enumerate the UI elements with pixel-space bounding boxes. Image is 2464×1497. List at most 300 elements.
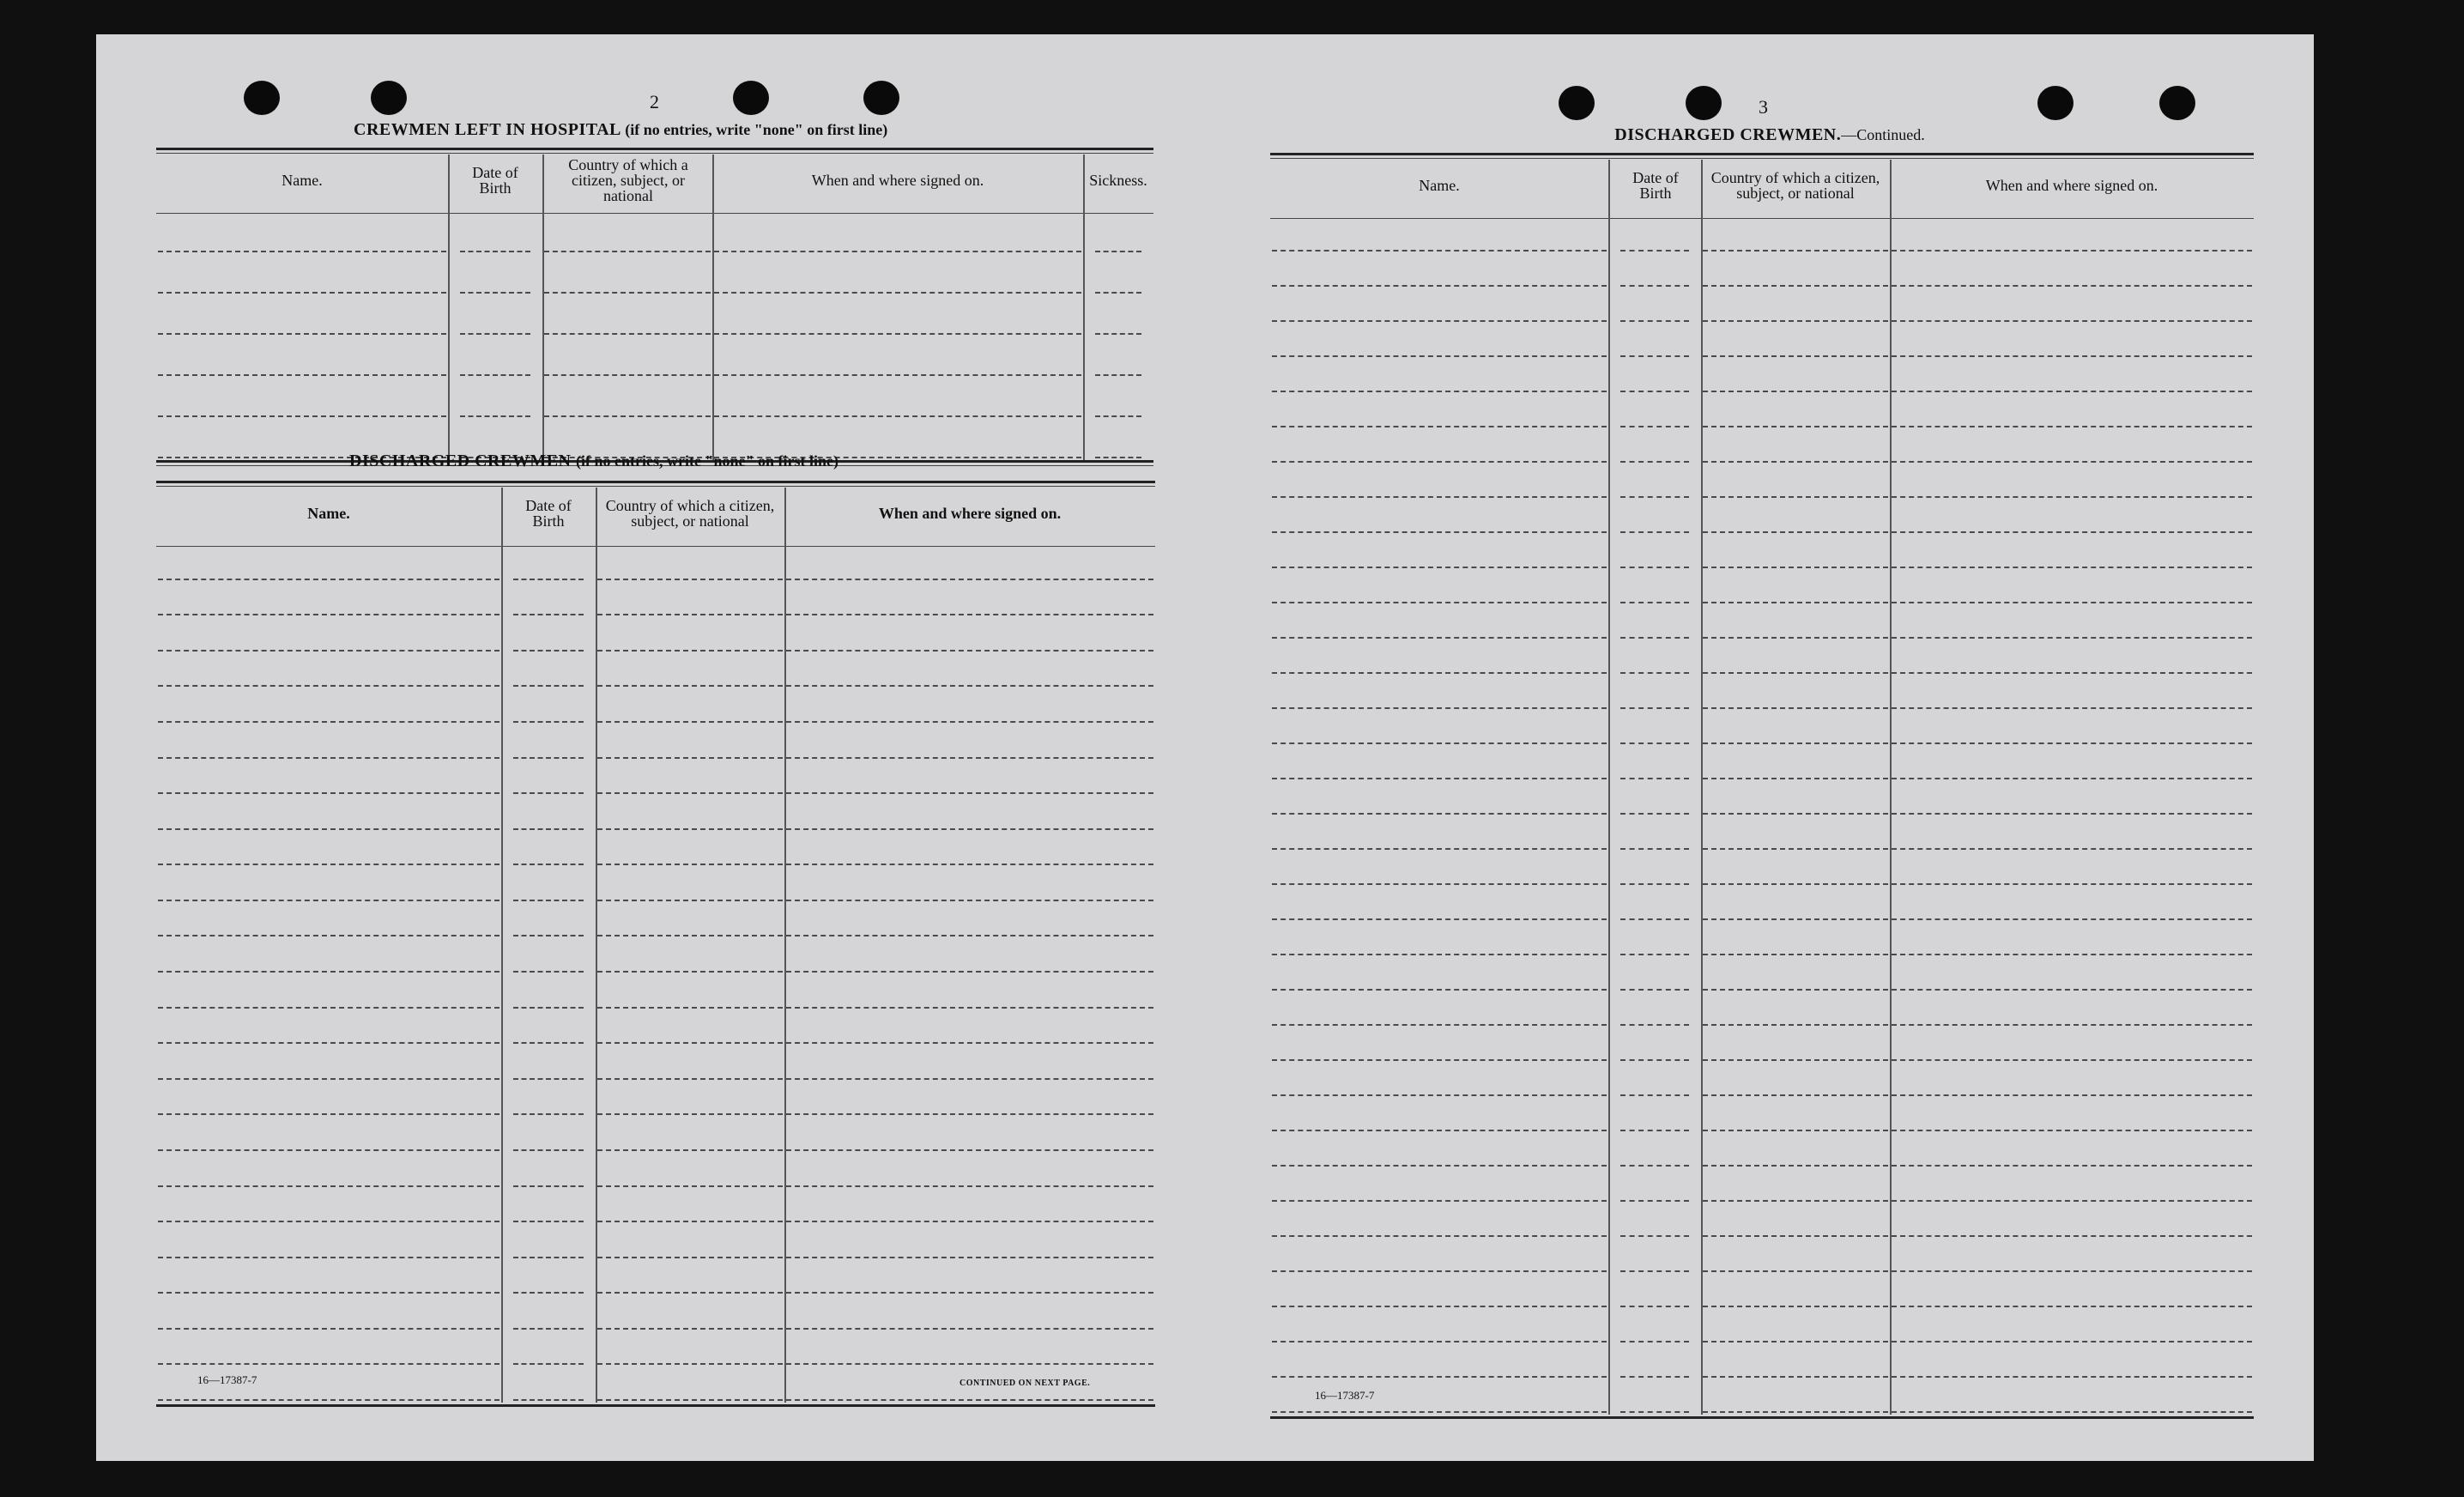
entry-line <box>158 1113 499 1115</box>
header-sickness: Sickness. <box>1089 172 1147 189</box>
entry-line <box>1620 1235 1689 1237</box>
column-divider <box>501 488 503 1403</box>
entry-line <box>1892 250 2252 252</box>
entry-line <box>513 1149 584 1151</box>
entry-line <box>1703 1270 1888 1272</box>
entry-line <box>786 935 1153 936</box>
entry-line <box>1620 1200 1689 1202</box>
entry-line <box>1892 1235 2252 1237</box>
table-bottom-rule <box>156 1404 1155 1407</box>
entry-line <box>460 374 530 376</box>
entry-line <box>1892 883 2252 885</box>
header-bottom-rule <box>156 213 1153 214</box>
page-number-right: 3 <box>1759 96 1768 118</box>
entry-line <box>1892 1306 2252 1307</box>
entry-line <box>158 415 446 417</box>
column-divider <box>448 155 450 460</box>
entry-line <box>1892 355 2252 357</box>
entry-line <box>1272 989 1607 991</box>
entry-line <box>544 333 711 335</box>
entry-line <box>544 374 711 376</box>
entry-line <box>597 650 783 652</box>
entry-line <box>158 792 499 794</box>
entry-line <box>513 1221 584 1222</box>
entry-line <box>1703 531 1888 533</box>
entry-line <box>1620 918 1689 920</box>
column-divider <box>1083 155 1085 460</box>
entry-line <box>1892 918 2252 920</box>
entry-line <box>1892 1341 2252 1342</box>
column-divider <box>784 488 786 1403</box>
entry-line <box>513 1113 584 1115</box>
entry-line <box>597 1363 783 1365</box>
entry-line <box>158 650 499 652</box>
entry-line <box>1620 531 1689 533</box>
entry-line <box>1892 1411 2252 1413</box>
entry-line <box>1892 672 2252 674</box>
discharged-title-note: (if no entries, write "none" on first line) <box>576 452 838 470</box>
entry-line <box>1892 1376 2252 1378</box>
table-bottom-rule <box>1270 1416 2254 1419</box>
entry-line <box>158 374 446 376</box>
entry-line <box>158 1257 499 1258</box>
entry-line <box>1703 1376 1888 1378</box>
entry-line <box>714 374 1081 376</box>
entry-line <box>1703 813 1888 815</box>
entry-line <box>1620 1059 1689 1061</box>
entry-line <box>1703 1306 1888 1307</box>
entry-line <box>1703 742 1888 744</box>
entry-line <box>1620 883 1689 885</box>
entry-line <box>1095 292 1141 294</box>
entry-line <box>1272 637 1607 639</box>
entry-line <box>1272 848 1607 850</box>
entry-line <box>1892 602 2252 603</box>
entry-line <box>1620 1024 1689 1026</box>
entry-line <box>1703 1165 1888 1167</box>
entry-line <box>1620 954 1689 955</box>
entry-line <box>1620 778 1689 779</box>
entry-line <box>513 935 584 936</box>
entry-line <box>597 971 783 973</box>
entry-line <box>1620 285 1689 287</box>
entry-line <box>786 1007 1153 1009</box>
entry-line <box>714 251 1081 252</box>
entry-line <box>1703 320 1888 322</box>
column-divider <box>596 488 597 1403</box>
page-number-left: 2 <box>650 91 659 112</box>
entry-line <box>786 757 1153 759</box>
entry-line <box>1620 1341 1689 1342</box>
discharged-continued-title <box>1555 125 1984 145</box>
entry-line <box>1620 1130 1689 1131</box>
entry-line <box>1272 355 1607 357</box>
entry-line <box>1272 391 1607 392</box>
entry-line <box>1892 1094 2252 1096</box>
entry-line <box>786 650 1153 652</box>
entry-line <box>513 721 584 723</box>
entry-line <box>513 1042 584 1044</box>
entry-line <box>158 1221 499 1222</box>
entry-line <box>1703 250 1888 252</box>
entry-line <box>1892 285 2252 287</box>
entry-line <box>513 1363 584 1365</box>
entry-line <box>1620 1411 1689 1413</box>
entry-line <box>1892 461 2252 463</box>
entry-line <box>1272 496 1607 498</box>
entry-line <box>786 685 1153 687</box>
entry-line <box>714 415 1081 417</box>
entry-line <box>1620 1094 1689 1096</box>
entry-line <box>786 1363 1153 1365</box>
entry-line <box>1703 1200 1888 1202</box>
entry-line <box>1892 1024 2252 1026</box>
entry-line <box>1703 426 1888 427</box>
header-bottom-rule <box>1270 218 2254 219</box>
column-divider <box>712 155 714 460</box>
hospital-title-note: (if no entries, write "none" on first line) <box>625 121 888 138</box>
entry-line <box>1703 1094 1888 1096</box>
entry-line <box>1892 320 2252 322</box>
header-country: Country of which a citizen, subject, or national <box>1710 169 1880 202</box>
entry-line <box>460 333 530 335</box>
entry-line <box>1620 1270 1689 1272</box>
entry-line <box>1892 989 2252 991</box>
entry-line <box>1272 531 1607 533</box>
entry-line <box>1703 1024 1888 1026</box>
entry-line <box>158 971 499 973</box>
entry-line <box>786 1328 1153 1330</box>
entry-line <box>158 935 499 936</box>
entry-line <box>786 1185 1153 1187</box>
hospital-section-title <box>354 120 888 140</box>
entry-line <box>1703 989 1888 991</box>
header-name: Name. <box>307 505 350 522</box>
entry-line <box>597 864 783 865</box>
discharged-table <box>156 481 1155 1409</box>
entry-line <box>158 828 499 830</box>
entry-line <box>1703 848 1888 850</box>
entry-line <box>1272 320 1607 322</box>
entry-line <box>1892 1130 2252 1131</box>
entry-line <box>1620 1306 1689 1307</box>
entry-line <box>1703 567 1888 568</box>
entry-line <box>513 579 584 580</box>
entry-line <box>158 864 499 865</box>
entry-line <box>1620 496 1689 498</box>
entry-line <box>597 614 783 615</box>
entry-line <box>1095 251 1141 252</box>
entry-line <box>158 757 499 759</box>
entry-line <box>158 721 499 723</box>
header-date-of-birth: Date of Birth <box>1632 169 1679 202</box>
punch-hole <box>2159 86 2195 120</box>
entry-line <box>1892 496 2252 498</box>
entry-line <box>1620 813 1689 815</box>
entry-line <box>786 1292 1153 1294</box>
entry-line <box>1620 848 1689 850</box>
column-divider <box>1890 160 1892 1415</box>
punch-hole <box>244 81 280 115</box>
entry-line <box>1703 1341 1888 1342</box>
entry-line <box>786 1078 1153 1080</box>
entry-line <box>1703 285 1888 287</box>
punch-hole <box>2037 86 2074 120</box>
entry-line <box>158 1185 499 1187</box>
entry-line <box>597 1185 783 1187</box>
entry-line <box>597 828 783 830</box>
punch-hole <box>1559 86 1595 120</box>
entry-line <box>1892 1200 2252 1202</box>
entry-line <box>786 828 1153 830</box>
entry-line <box>1892 813 2252 815</box>
entry-line <box>158 251 446 252</box>
entry-line <box>158 1078 499 1080</box>
entry-line <box>1703 602 1888 603</box>
entry-line <box>1620 989 1689 991</box>
entry-line <box>1703 954 1888 955</box>
entry-line <box>1095 415 1141 417</box>
entry-line <box>513 864 584 865</box>
continued-label: —Continued. <box>1841 126 1925 143</box>
entry-line <box>786 1221 1153 1222</box>
entry-line <box>1892 848 2252 850</box>
entry-line <box>1272 567 1607 568</box>
entry-line <box>158 1149 499 1151</box>
entry-line <box>460 292 530 294</box>
entry-line <box>786 721 1153 723</box>
entry-line <box>158 1292 499 1294</box>
punch-hole <box>863 81 899 115</box>
entry-line <box>1272 1165 1607 1167</box>
entry-line <box>1095 374 1141 376</box>
entry-line <box>513 792 584 794</box>
entry-line <box>1272 250 1607 252</box>
entry-line <box>158 1363 499 1365</box>
punch-hole <box>371 81 407 115</box>
entry-line <box>1703 1411 1888 1413</box>
form-code-right: 16—17387-7 <box>1315 1389 1375 1402</box>
entry-line <box>513 614 584 615</box>
form-code-left: 16—17387-7 <box>197 1373 257 1386</box>
entry-line <box>786 792 1153 794</box>
hospital-title-text: CREWMEN LEFT IN HOSPITAL <box>354 120 621 139</box>
entry-line <box>460 251 530 252</box>
entry-line <box>1892 637 2252 639</box>
entry-line <box>513 971 584 973</box>
entry-line <box>1892 742 2252 744</box>
entry-line <box>597 685 783 687</box>
entry-line <box>513 757 584 759</box>
entry-line <box>1703 918 1888 920</box>
header-signed-on: When and where signed on. <box>878 505 1062 522</box>
entry-line <box>786 1149 1153 1151</box>
entry-line <box>158 292 446 294</box>
entry-line <box>513 650 584 652</box>
entry-line <box>513 685 584 687</box>
header-signed-on: When and where signed on. <box>1985 177 2158 194</box>
entry-line <box>158 1328 499 1330</box>
entry-line <box>597 1257 783 1258</box>
entry-line <box>1272 707 1607 709</box>
entry-line <box>1620 602 1689 603</box>
entry-line <box>1892 1059 2252 1061</box>
entry-line <box>597 792 783 794</box>
header-country: Country of which a citizen, subject, or national <box>568 156 688 204</box>
entry-line <box>1272 1130 1607 1131</box>
discharged-title-text: DISCHARGED CREWMEN <box>349 452 572 470</box>
entry-line <box>1272 1200 1607 1202</box>
entry-line <box>1620 426 1689 427</box>
header-bottom-rule <box>156 546 1155 547</box>
entry-line <box>1272 426 1607 427</box>
entry-line <box>544 415 711 417</box>
entry-line <box>1892 954 2252 955</box>
entry-line <box>597 1399 783 1401</box>
entry-line <box>513 1328 584 1330</box>
entry-line <box>1272 954 1607 955</box>
entry-line <box>1703 461 1888 463</box>
entry-line <box>786 1399 1153 1401</box>
entry-line <box>1703 707 1888 709</box>
header-date-of-birth: Date of Birth <box>472 164 518 197</box>
entry-line <box>1095 457 1141 458</box>
entry-line <box>1272 672 1607 674</box>
entry-line <box>1892 778 2252 779</box>
entry-line <box>513 1007 584 1009</box>
entry-line <box>714 292 1081 294</box>
header-name: Name. <box>1419 177 1460 194</box>
continued-on-next-page: CONTINUED ON NEXT PAGE. <box>960 1379 1091 1388</box>
entry-line <box>597 1149 783 1151</box>
entry-line <box>1703 672 1888 674</box>
entry-line <box>1703 1059 1888 1061</box>
entry-line <box>1272 461 1607 463</box>
entry-line <box>1620 355 1689 357</box>
entry-line <box>513 828 584 830</box>
discharged-continued-title-text: DISCHARGED CREWMEN. <box>1614 125 1842 144</box>
entry-line <box>1703 355 1888 357</box>
header-date-of-birth: Date of Birth <box>525 497 572 530</box>
entry-line <box>1272 1094 1607 1096</box>
entry-line <box>786 971 1153 973</box>
entry-line <box>1703 496 1888 498</box>
entry-line <box>1272 1235 1607 1237</box>
entry-line <box>158 333 446 335</box>
entry-line <box>1272 1376 1607 1378</box>
entry-line <box>1703 1235 1888 1237</box>
entry-line <box>1892 426 2252 427</box>
entry-line <box>1272 918 1607 920</box>
entry-line <box>158 685 499 687</box>
entry-line <box>158 1042 499 1044</box>
entry-line <box>597 935 783 936</box>
entry-line <box>786 864 1153 865</box>
punch-hole <box>1686 86 1722 120</box>
entry-line <box>1892 1270 2252 1272</box>
entry-line <box>1272 1059 1607 1061</box>
entry-line <box>1620 742 1689 744</box>
entry-line <box>597 1328 783 1330</box>
entry-line <box>1620 391 1689 392</box>
entry-line <box>513 1257 584 1258</box>
entry-line <box>158 1007 499 1009</box>
entry-line <box>786 1257 1153 1258</box>
entry-line <box>158 579 499 580</box>
entry-line <box>513 900 584 901</box>
entry-line <box>1272 883 1607 885</box>
entry-line <box>1272 1024 1607 1026</box>
entry-line <box>1620 250 1689 252</box>
entry-line <box>1272 1341 1607 1342</box>
entry-line <box>597 721 783 723</box>
entry-line <box>1272 742 1607 744</box>
entry-line <box>597 1007 783 1009</box>
header-name: Name. <box>282 172 323 189</box>
entry-line <box>597 1113 783 1115</box>
entry-line <box>1095 333 1141 335</box>
entry-line <box>1620 320 1689 322</box>
entry-line <box>513 1185 584 1187</box>
entry-line <box>1620 672 1689 674</box>
entry-line <box>1272 602 1607 603</box>
column-divider <box>1701 160 1703 1415</box>
entry-line <box>1703 1130 1888 1131</box>
entry-line <box>1703 637 1888 639</box>
entry-line <box>1272 1270 1607 1272</box>
entry-line <box>597 579 783 580</box>
entry-line <box>597 1078 783 1080</box>
entry-line <box>1892 531 2252 533</box>
entry-line <box>597 1221 783 1222</box>
entry-line <box>544 292 711 294</box>
entry-line <box>1272 1306 1607 1307</box>
entry-line <box>1703 883 1888 885</box>
entry-line <box>1272 778 1607 779</box>
entry-line <box>597 757 783 759</box>
entry-line <box>786 1042 1153 1044</box>
entry-line <box>1620 637 1689 639</box>
entry-line <box>158 614 499 615</box>
hospital-table <box>156 148 1153 467</box>
header-country: Country of which a citizen, subject, or national <box>605 497 775 530</box>
punch-hole <box>733 81 769 115</box>
entry-line <box>158 900 499 901</box>
column-divider <box>542 155 544 460</box>
entry-line <box>1620 1376 1689 1378</box>
entry-line <box>1272 1411 1607 1413</box>
discharged-section-title <box>336 452 851 471</box>
entry-line <box>597 900 783 901</box>
column-divider <box>1608 160 1610 1415</box>
entry-line <box>460 415 530 417</box>
entry-line <box>786 1113 1153 1115</box>
entry-line <box>1703 391 1888 392</box>
entry-line <box>1620 567 1689 568</box>
entry-line <box>544 251 711 252</box>
entry-line <box>1620 1165 1689 1167</box>
entry-line <box>513 1078 584 1080</box>
entry-line <box>1892 1165 2252 1167</box>
entry-line <box>513 1399 584 1401</box>
entry-line <box>1620 461 1689 463</box>
discharged-continued-table <box>1270 153 2254 1421</box>
entry-line <box>1620 707 1689 709</box>
entry-line <box>1272 813 1607 815</box>
entry-line <box>513 1292 584 1294</box>
entry-line <box>786 900 1153 901</box>
entry-line <box>714 333 1081 335</box>
